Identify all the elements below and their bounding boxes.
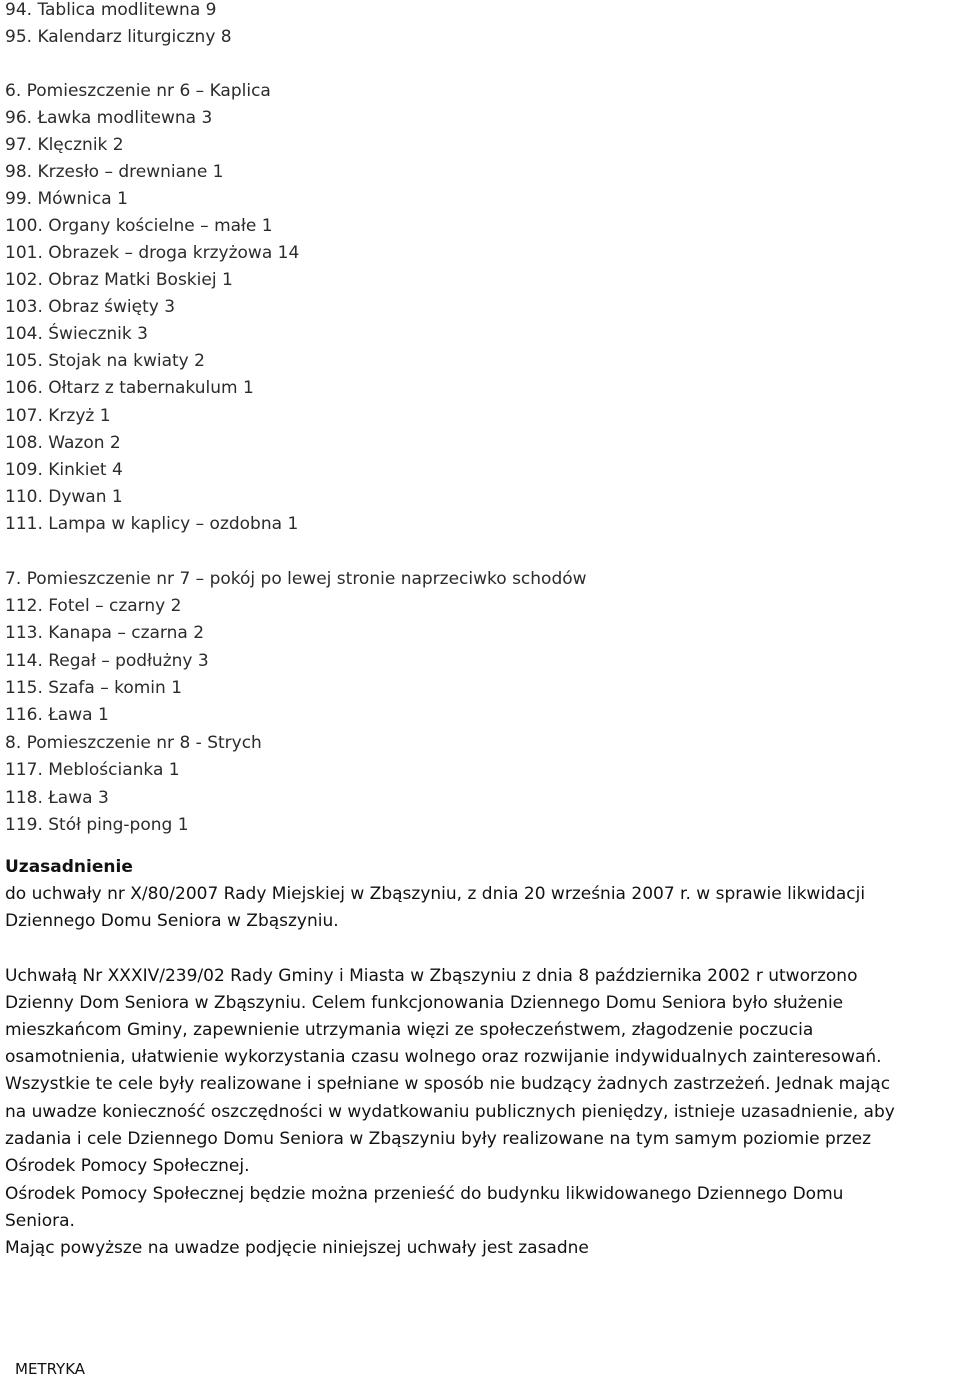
justification-paragraph-line: Wszystkie te cele były realizowane i spełniane w sposób nie budzący żadnych zastrzeżeń. Jednak mając xyxy=(5,1074,891,1094)
justification-paragraph-line: Ośrodek Pomocy Społecznej. xyxy=(5,1156,250,1176)
list-item: 110. Dywan 1 xyxy=(5,487,123,507)
list-item: 118. Ława 3 xyxy=(5,788,109,808)
list-item: 102. Obraz Matki Boskiej 1 xyxy=(5,270,233,290)
justification-paragraph-line: Dzienny Dom Seniora w Zbąszyniu. Celem funkcjonowania Dziennego Domu Seniora było służenie xyxy=(5,993,844,1013)
list-item: 107. Krzyż 1 xyxy=(5,406,111,426)
section-title-room7: 7. Pomieszczenie nr 7 – pokój po lewej stronie naprzeciwko schodów xyxy=(5,569,587,589)
list-item: 100. Organy kościelne – małe 1 xyxy=(5,216,273,236)
justification-paragraph-line: osamotnienia, ułatwienie wykorzystania czasu wolnego oraz rozwijanie indywidualnych zainteresowań. xyxy=(5,1047,882,1067)
justification-heading: Uzasadnienie xyxy=(5,857,133,877)
justification-paragraph-line: na uwadze konieczność oszczędności w wydatkowaniu publicznych pieniędzy, istnieje uzasadnienie, aby xyxy=(5,1102,895,1122)
list-item: 95. Kalendarz liturgiczny 8 xyxy=(5,27,232,47)
list-item: 119. Stół ping-pong 1 xyxy=(5,815,189,835)
list-item: 97. Klęcznik 2 xyxy=(5,135,124,155)
list-item: 101. Obrazek – droga krzyżowa 14 xyxy=(5,243,300,263)
list-item: 111. Lampa w kaplicy – ozdobna 1 xyxy=(5,514,299,534)
list-item: 113. Kanapa – czarna 2 xyxy=(5,623,205,643)
justification-paragraph-line: Seniora. xyxy=(5,1211,75,1231)
list-item: 105. Stojak na kwiaty 2 xyxy=(5,351,205,371)
justification-paragraph-line: Ośrodek Pomocy Społecznej będzie można przenieść do budynku likwidowanego Dziennego Domu xyxy=(5,1184,844,1204)
list-item: 116. Ława 1 xyxy=(5,705,109,725)
list-item: 104. Świecznik 3 xyxy=(5,324,148,344)
list-item: 112. Fotel – czarny 2 xyxy=(5,596,182,616)
list-item: 98. Krzesło – drewniane 1 xyxy=(5,162,224,182)
justification-paragraph-line: zadania i cele Dziennego Domu Seniora w Zbąszyniu były realizowane na tym samym poziomie przez xyxy=(5,1129,872,1149)
list-item: 96. Ławka modlitewna 3 xyxy=(5,108,213,128)
list-item: 117. Meblościanka 1 xyxy=(5,760,180,780)
list-item: 109. Kinkiet 4 xyxy=(5,460,123,480)
metryka-label: METRYKA xyxy=(15,1360,86,1378)
justification-paragraph-line: Mając powyższe na uwadze podjęcie niniejszej uchwały jest zasadne xyxy=(5,1238,589,1258)
list-item: 94. Tablica modlitewna 9 xyxy=(5,0,217,20)
section-title-room8: 8. Pomieszczenie nr 8 - Strych xyxy=(5,733,262,753)
list-item: 99. Mównica 1 xyxy=(5,189,128,209)
list-item: 106. Ołtarz z tabernakulum 1 xyxy=(5,378,254,398)
list-item: 108. Wazon 2 xyxy=(5,433,121,453)
justification-intro-line: do uchwały nr X/80/2007 Rady Miejskiej w Zbąszyniu, z dnia 20 września 2007 r. w sprawie likwidacji xyxy=(5,884,866,904)
section-title-room6: 6. Pomieszczenie nr 6 – Kaplica xyxy=(5,81,271,101)
list-item: 103. Obraz święty 3 xyxy=(5,297,176,317)
justification-paragraph-line: Uchwałą Nr XXXIV/239/02 Rady Gminy i Miasta w Zbąszyniu z dnia 8 października 2002 r utworzono xyxy=(5,966,858,986)
list-item: 114. Regał – podłużny 3 xyxy=(5,651,209,671)
justification-intro-line: Dziennego Domu Seniora w Zbąszyniu. xyxy=(5,911,339,931)
list-item: 115. Szafa – komin 1 xyxy=(5,678,183,698)
justification-paragraph-line: mieszkańcom Gminy, zapewnienie utrzymania więzi ze społeczeństwem, złagodzenie poczucia xyxy=(5,1020,814,1040)
